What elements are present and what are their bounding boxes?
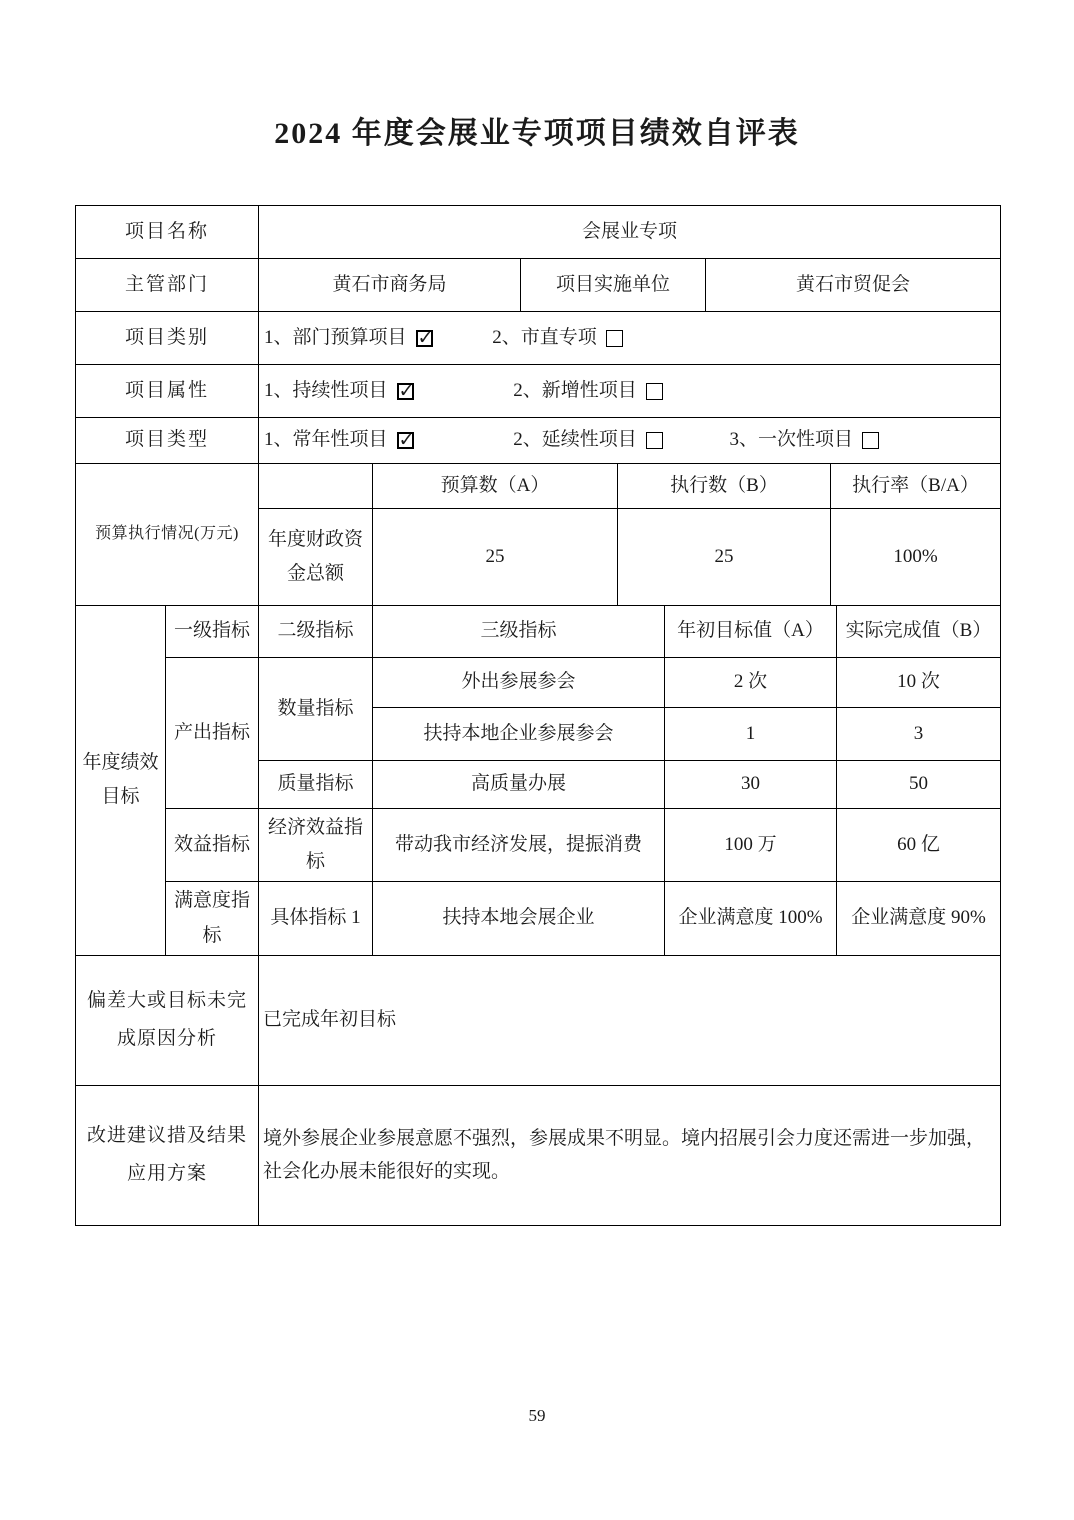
header-actual: 实际完成值（B） bbox=[837, 606, 1001, 658]
checkbox-checked-icon: ✓ bbox=[417, 326, 434, 349]
table-row bbox=[76, 418, 1001, 464]
attribute-options bbox=[259, 365, 1001, 418]
performance-table bbox=[75, 605, 1001, 956]
table-row bbox=[76, 809, 1001, 882]
attribute-option-1 bbox=[264, 374, 414, 408]
budget-section-label: 预算执行情况(万元) bbox=[76, 464, 259, 606]
performance-section-label: 年度绩效目标 bbox=[76, 606, 166, 956]
fund-row-label: 年度财政资金总额 bbox=[259, 509, 373, 606]
option-label: 2、新增性项目 bbox=[513, 379, 637, 401]
dept-label: 主管部门 bbox=[76, 259, 259, 312]
indicator-level3: 外出参展参会 bbox=[373, 658, 665, 708]
dept-value: 黄石市商务局 bbox=[259, 259, 521, 312]
indicator-level3: 扶持本地会展企业 bbox=[373, 882, 665, 955]
type-option-3 bbox=[730, 423, 880, 457]
header-level3: 三级指标 bbox=[373, 606, 665, 658]
page-number: 59 bbox=[528, 1406, 546, 1425]
target-value: 企业满意度 100% bbox=[665, 882, 837, 955]
table-row bbox=[76, 882, 1001, 955]
indicator-level2: 数量指标 bbox=[259, 658, 373, 761]
header-level2: 二级指标 bbox=[259, 606, 373, 658]
evaluation-table bbox=[75, 205, 1000, 1226]
category-option-1 bbox=[264, 321, 433, 355]
option-label: 1、部门预算项目 bbox=[264, 326, 407, 348]
type-option-2 bbox=[513, 423, 663, 457]
category-label: 项目类别 bbox=[76, 312, 259, 365]
budget-header-rate: 执行率（B/A） bbox=[831, 464, 1001, 509]
table-row bbox=[76, 312, 1001, 365]
option-label: 2、市直专项 bbox=[492, 326, 597, 348]
indicator-level3: 高质量办展 bbox=[373, 761, 665, 809]
project-name-value: 会展业专项 bbox=[259, 206, 1001, 259]
deviation-label: 偏差大或目标未完成原因分析 bbox=[76, 955, 259, 1085]
attribute-label: 项目属性 bbox=[76, 365, 259, 418]
budget-header-b: 执行数（B） bbox=[618, 464, 831, 509]
checkbox-unchecked-icon bbox=[606, 330, 623, 347]
impl-unit-value: 黄石市贸促会 bbox=[706, 259, 1001, 312]
type-option-1 bbox=[264, 423, 414, 457]
checkbox-checked-icon: ✓ bbox=[398, 429, 415, 451]
page-title: 2024 年度会展业专项项目绩效自评表 bbox=[274, 117, 800, 150]
option-label: 3、一次性项目 bbox=[729, 429, 854, 451]
project-name-label: 项目名称 bbox=[76, 206, 259, 259]
improvement-label: 改进建议措及结果应用方案 bbox=[76, 1085, 259, 1225]
impl-unit-label: 项目实施单位 bbox=[521, 259, 706, 312]
indicator-level3: 带动我市经济发展，提振消费 bbox=[373, 809, 665, 882]
indicator-level2: 质量指标 bbox=[259, 761, 373, 809]
budget-value-a: 25 bbox=[373, 509, 618, 606]
actual-value: 60 亿 bbox=[837, 809, 1001, 882]
checkbox-checked-icon: ✓ bbox=[398, 379, 415, 402]
category-options bbox=[259, 312, 1001, 365]
indicator-level1: 产出指标 bbox=[166, 658, 259, 809]
actual-value: 3 bbox=[837, 708, 1001, 761]
table-row bbox=[76, 464, 1001, 509]
improvement-content: 境外参展企业参展意愿不强烈，参展成果不明显。境内招展引会力度还需进一步加强，社会化办展未能很好的实现。 bbox=[259, 1085, 1001, 1225]
header-target: 年初目标值（A） bbox=[665, 606, 837, 658]
project-info-table bbox=[75, 205, 1001, 464]
indicator-level2: 经济效益指标 bbox=[259, 809, 373, 882]
actual-value: 企业满意度 90% bbox=[837, 882, 1001, 955]
attribute-option-2 bbox=[513, 374, 663, 408]
budget-header-a: 预算数（A） bbox=[373, 464, 618, 509]
empty-cell bbox=[259, 464, 373, 509]
analysis-table bbox=[75, 955, 1001, 1226]
indicator-level1: 满意度指标 bbox=[166, 882, 259, 955]
actual-value: 10 次 bbox=[837, 658, 1001, 708]
table-row bbox=[76, 658, 1001, 708]
option-label: 1、持续性项目 bbox=[264, 379, 388, 401]
budget-value-b: 25 bbox=[618, 509, 831, 606]
category-option-2 bbox=[492, 321, 623, 355]
header-level1: 一级指标 bbox=[166, 606, 259, 658]
indicator-level2: 具体指标 1 bbox=[259, 882, 373, 955]
target-value: 30 bbox=[665, 761, 837, 809]
budget-table bbox=[75, 463, 1001, 606]
checkbox-unchecked-icon bbox=[862, 432, 879, 449]
checkbox-unchecked-icon bbox=[646, 432, 663, 449]
target-value: 100 万 bbox=[665, 809, 837, 882]
table-row bbox=[76, 206, 1001, 259]
target-value: 2 次 bbox=[665, 658, 837, 708]
deviation-content: 已完成年初目标 bbox=[259, 955, 1001, 1085]
checkbox-unchecked-icon bbox=[646, 383, 663, 400]
table-row bbox=[76, 955, 1001, 1085]
indicator-level1: 效益指标 bbox=[166, 809, 259, 882]
type-label: 项目类型 bbox=[76, 418, 259, 464]
option-label: 1、常年性项目 bbox=[264, 429, 388, 451]
table-row bbox=[76, 1085, 1001, 1225]
budget-value-rate: 100% bbox=[831, 509, 1001, 606]
table-row bbox=[76, 365, 1001, 418]
table-row bbox=[76, 606, 1001, 658]
actual-value: 50 bbox=[837, 761, 1001, 809]
table-row bbox=[76, 259, 1001, 312]
option-label: 2、延续性项目 bbox=[513, 429, 637, 451]
type-options bbox=[259, 418, 1001, 464]
indicator-level3: 扶持本地企业参展参会 bbox=[373, 708, 665, 761]
target-value: 1 bbox=[665, 708, 837, 761]
